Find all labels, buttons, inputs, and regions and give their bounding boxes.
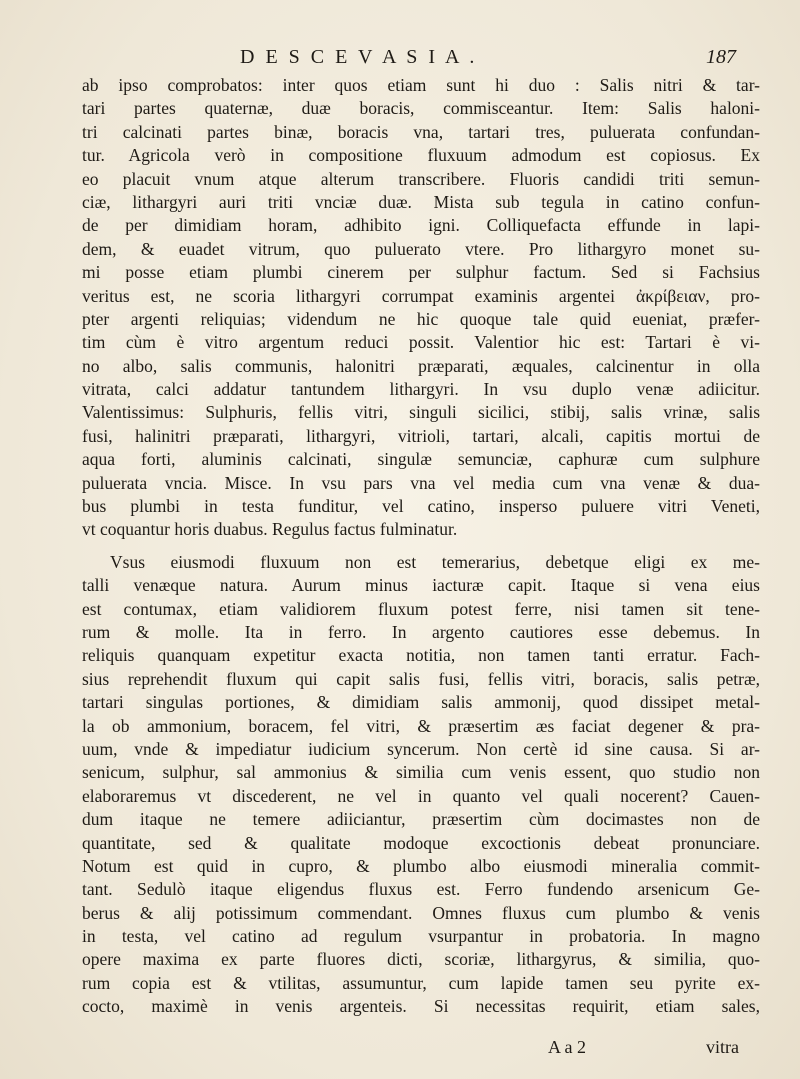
text-line: veritus est, ne scoria lithargyri corrumpat examinis argentei ἀκρίβειαν, pro- bbox=[82, 285, 760, 306]
text-line: senicum, sulphur, sal ammonius & similia cum venis essent, quo studio non bbox=[82, 762, 760, 783]
text-line: berus & alij potissimum commendant. Omnes fluxus cum plumbo & venis bbox=[82, 902, 760, 923]
text-line: rum & molle. Ita in ferro. In argento cautiores esse debemus. In bbox=[82, 621, 760, 642]
paragraph bbox=[82, 74, 760, 542]
text-line: mi posse etiam plumbi cinerem per sulphur factum. Sed si Fachsius bbox=[82, 262, 760, 283]
text-line: la ob ammonium, boracem, fel vitri, & præsertim æs faciat degener & pra- bbox=[82, 715, 760, 736]
text-line: puluerata vncia. Misce. In vsu pars vna vel media cum vna venæ & dua- bbox=[82, 472, 760, 493]
text-line: tari partes quaternæ, duæ boracis, commisceantur. Item: Salis haloni- bbox=[82, 98, 760, 119]
text-line: talli venæque natura. Aurum minus iacturæ capit. Itaque si vena eius bbox=[82, 575, 760, 596]
text-line: sius reprehendit fluxum qui capit salis fusi, fellis vitri, boracis, salis petræ, bbox=[82, 668, 760, 689]
text-line: pter argenti reliquias; videndum ne hic quoque tale quid eueniat, præfer- bbox=[82, 308, 760, 329]
text-line: in testa, vel catino ad regulum vsurpantur in probatoria. In magno bbox=[82, 926, 760, 947]
text-line: rum copia est & vtilitas, assumuntur, cum lapide tamen seu pyrite ex- bbox=[82, 972, 760, 993]
text-line: est contumax, etiam validiorem fluxum potest ferre, nisi tamen sit tene- bbox=[82, 598, 760, 619]
text-line: eo placuit vnum atque alterum transcribere. Fluoris candidi triti semun- bbox=[82, 168, 760, 189]
text-line: Vsus eiusmodi fluxuum non est temerarius, debetque eligi ex me- bbox=[110, 551, 760, 572]
text-line: de per dimidiam horam, adhibito igni. Colliquefacta effunde in lapi- bbox=[82, 215, 760, 236]
text-line: uum, vnde & impediatur iudicium syncerum. Non certè id sine causa. Si ar- bbox=[82, 738, 760, 759]
text-line: quantitate, sed & qualitate modoque excoctionis debeat pronunciare. bbox=[82, 832, 760, 853]
text-line: dum itaque ne temere adiiciantur, præsertim cùm docimastes non de bbox=[82, 809, 760, 830]
text-line: no albo, salis communis, halonitri præparati, æquales, calcinentur in olla bbox=[82, 355, 760, 376]
paragraph-gap bbox=[82, 542, 760, 551]
text-line: Valentissimus: Sulphuris, fellis vitri, singuli sicilici, stibij, salis vrinæ, salis bbox=[82, 402, 760, 423]
catchword: vitra bbox=[706, 1037, 739, 1057]
text-line: ab ipso comprobatos: inter quos etiam sunt hi duo : Salis nitri & tar- bbox=[82, 75, 760, 95]
running-head: D E S C E V A S I A . bbox=[240, 46, 478, 68]
text-line: aqua forti, aluminis calcinati, singulæ semunciæ, caphuræ cum sulphure bbox=[82, 449, 760, 470]
text-line: tim cùm è vitro argentum reduci possit. Valentior hic est: Tartari è vi- bbox=[82, 332, 760, 353]
text-line: fusi, halinitri præparati, lithargyri, vitrioli, tartari, alcali, capitis mortui de bbox=[82, 425, 760, 446]
text-line: reliquis quanquam expetitur exacta notitia, non tamen tanti erratur. Fach- bbox=[82, 645, 760, 666]
text-line: tant. Sedulò itaque eligendus fluxus est. Ferro fundendo arsenicum Ge- bbox=[82, 879, 760, 900]
text-line: tri calcinati partes binæ, boracis vna, tartari tres, puluerata confundan- bbox=[82, 121, 760, 142]
body-text bbox=[82, 74, 760, 1019]
signature-mark: A a 2 bbox=[548, 1037, 586, 1057]
text-line: vitrata, calci addatur tantundem lithargyri. In vsu duplo venæ adiicitur. bbox=[82, 379, 760, 400]
text-line: Notum est quid in cupro, & plumbo albo eiusmodi mineralia commit- bbox=[82, 855, 760, 876]
text-line: tur. Agricola verò in compositione fluxuum admodum est copiosus. Ex bbox=[82, 145, 760, 166]
text-line: vt coquantur horis duabus. Regulus factus fulminatur. bbox=[82, 519, 458, 540]
text-line: elaboraremus vt discederent, ne vel in quanto vel quali nocerent? Cauen- bbox=[82, 785, 760, 806]
text-line: bus plumbi in testa funditur, vel catino, inspersо puluere vitri Veneti, bbox=[82, 496, 760, 517]
paragraph bbox=[82, 551, 760, 1019]
text-line: cocto, maximè in venis argenteis. Si necessitas requirit, etiam sales, bbox=[82, 996, 760, 1017]
page-header bbox=[0, 46, 800, 76]
page-number: 187 bbox=[706, 46, 736, 68]
text-line: dem, & euadet vitrum, quo puluerato vtere. Pro lithargyro monet su- bbox=[82, 238, 760, 259]
text-line: ciæ, lithargyri auri triti vnciæ duæ. Mista sub tegula in catino confun- bbox=[82, 191, 760, 212]
text-line: opere maxima ex parte fluores dicti, scoriæ, lithargyrus, & similia, quo- bbox=[82, 949, 760, 970]
text-line: tartari singulas portiones, & dimidiam salis ammonij, quod dissipet metal- bbox=[82, 692, 760, 713]
